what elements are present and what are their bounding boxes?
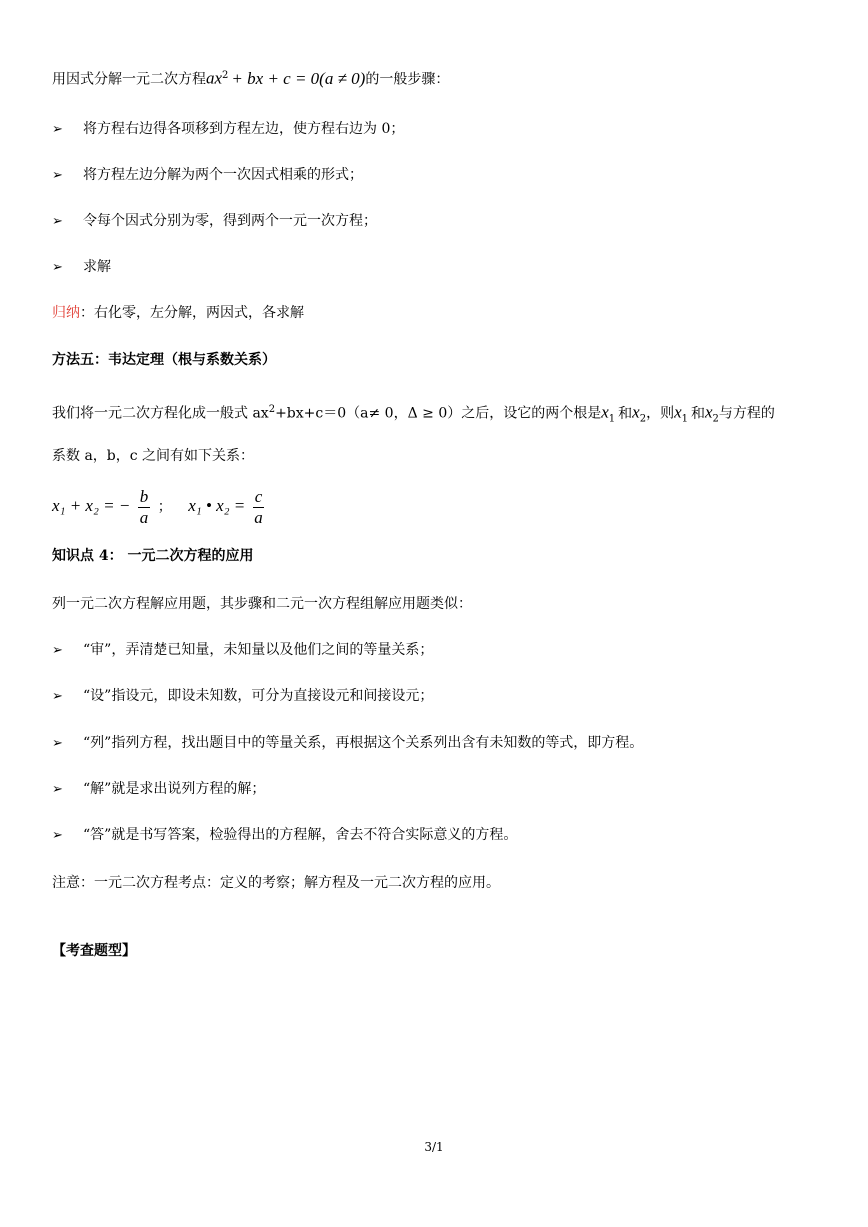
vieta-root1: x: [601, 402, 609, 422]
intro-eq-exp: 2: [222, 70, 229, 81]
application-item-text: “审”，弄清楚已知量，未知量以及他们之间的等量关系；: [83, 642, 434, 658]
application-item-5: [52, 825, 517, 846]
bullet-arrow-icon: ➢: [52, 122, 63, 137]
step-item-3: [52, 211, 377, 232]
intro-line: [52, 66, 449, 90]
summary-label: 归纳: [52, 305, 80, 321]
vieta-and1: 和: [618, 405, 633, 422]
vieta-line-2: 系数 a，b，c 之间有如下关系：: [52, 448, 255, 464]
vieta-and2: 和: [691, 405, 705, 422]
application-item-text: “解”就是求出说列方程的解；: [83, 781, 266, 797]
vieta-root1-sub: 1: [608, 413, 616, 425]
vieta-root3: x: [674, 402, 682, 422]
vieta-root3-sub: 1: [681, 413, 688, 425]
bullet-arrow-icon: ➢: [52, 689, 63, 704]
formula-sum-den: a: [139, 507, 149, 527]
intro-eq-rest: + bx + c = 0(a ≠ 0): [231, 68, 366, 88]
application-item-1: [52, 640, 433, 661]
vieta-part2: +bx+c＝0（a≠ 0，Δ ≥ 0）之后，设它的两个根是: [275, 405, 602, 422]
vieta-root4: x: [705, 402, 713, 422]
summary-text: ：右化零，左分解，两因式，各求解: [80, 305, 304, 321]
vieta-root2: x: [632, 402, 640, 422]
bullet-arrow-icon: ➢: [52, 782, 63, 797]
bullet-arrow-icon: ➢: [52, 168, 63, 183]
formula-sum-fraction: [138, 487, 151, 528]
formula-prod-fraction: [253, 487, 265, 528]
bullet-arrow-icon: ➢: [52, 214, 63, 229]
step-item-2: [52, 165, 363, 186]
bullet-arrow-icon: ➢: [52, 260, 63, 275]
formula-sum-lhs: x₁ + x₂ = −: [52, 496, 131, 515]
step-text: 令每个因式分别为零，得到两个一元一次方程；: [83, 213, 377, 229]
vieta-line-1: [52, 400, 775, 429]
bullet-arrow-icon: ➢: [52, 643, 63, 658]
bullet-arrow-icon: ➢: [52, 828, 63, 843]
application-item-4: [52, 779, 265, 800]
vieta-root2-sub: 2: [639, 413, 647, 425]
formula-sep: ；: [157, 499, 172, 515]
note-line: 注意：一元二次方程考点：定义的考察；解方程及一元二次方程的应用。: [52, 875, 500, 891]
application-intro: 列一元二次方程解应用题，其步骤和二元一次方程组解应用题类似：: [52, 596, 472, 612]
section-title: 【考查题型】: [52, 943, 136, 959]
application-item-text: “设”指设元，即设未知数，可分为直接设元和间接设元；: [83, 688, 434, 704]
formula-prod-lhs: x₁ • x₂ =: [188, 496, 246, 515]
intro-suffix: 的一般步骤：: [365, 71, 450, 88]
intro-prefix: 用因式分解一元二次方程: [52, 71, 206, 88]
vieta-part3: ，则: [646, 405, 675, 422]
vieta-exp: 2: [268, 404, 276, 415]
formula-prod-den: a: [254, 507, 263, 527]
application-item-text: “列”指列方程，找出题目中的等量关系，再根据这个关系列出含有未知数的等式，即方程。: [83, 735, 644, 751]
vieta-formula: [52, 486, 267, 528]
vieta-part4: 与方程的: [718, 405, 775, 422]
application-item-3: [52, 733, 643, 754]
method5-heading: 方法五：韦达定理（根与系数关系）: [52, 352, 276, 368]
intro-eq-ax: ax: [206, 68, 223, 88]
vieta-root4-sub: 2: [712, 413, 719, 425]
step-text: 将方程左边分解为两个一次因式相乘的形式；: [83, 167, 363, 183]
bullet-arrow-icon: ➢: [52, 736, 63, 751]
knowledge4-heading: 知识点 4： 一元二次方程的应用: [52, 548, 254, 564]
step-item-1: [52, 119, 404, 140]
formula-prod-num: c: [254, 486, 263, 506]
vieta-part1: 我们将一元二次方程化成一般式 ax: [52, 405, 269, 422]
step-item-4: [52, 257, 111, 278]
page-number: 3/1: [424, 1140, 444, 1154]
application-item-2: [52, 686, 433, 707]
step-text: 将方程右边得各项移到方程左边，使方程右边为 0；: [83, 121, 405, 137]
application-item-text: “答”就是书写答案，检验得出的方程解，舍去不符合实际意义的方程。: [83, 827, 518, 843]
summary-line: [52, 303, 304, 323]
formula-sum-num: b: [139, 486, 149, 506]
step-text: 求解: [83, 259, 111, 275]
